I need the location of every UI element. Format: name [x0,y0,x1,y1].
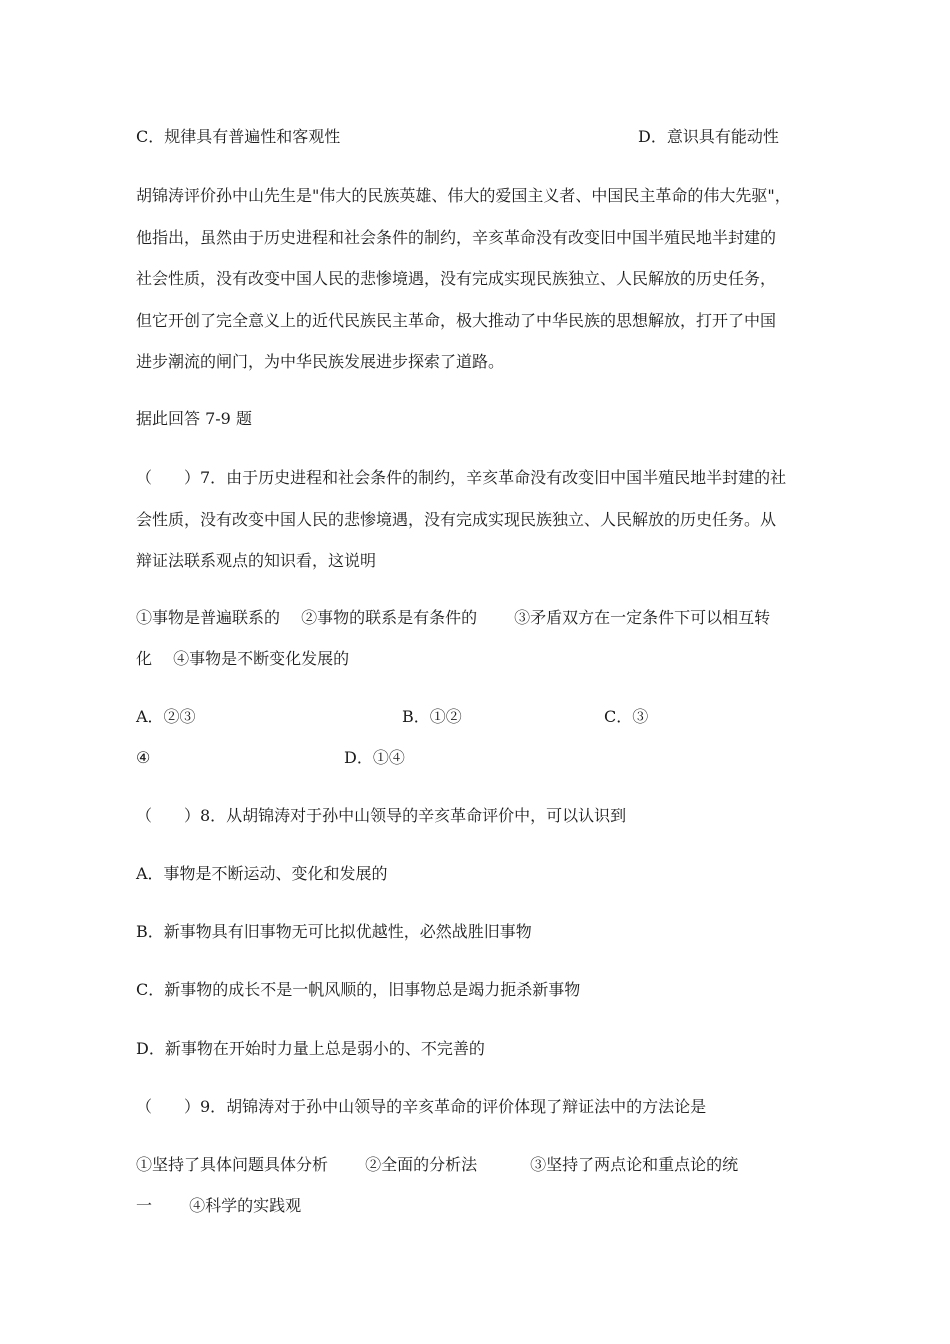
q7-option-b: B．①② [402,707,462,726]
q7-option-c-cont: ④ [136,748,151,767]
material-paragraph [136,175,826,383]
q9-items-line1: ①坚持了具体问题具体分析 ②全面的分析法 ③坚持了两点论和重点论的统 [136,1155,739,1174]
material-line: 但它开创了完全意义上的近代民族民主革命，极大推动了中华民族的思想解放，打开了中国 [136,310,777,330]
material-line: 他指出，虽然由于历史进程和社会条件的制约，辛亥革命没有改变旧中国半殖民地半封建的 [136,227,777,247]
option-d-prev: D．意识具有能动性 [638,127,779,146]
q8-option-b: B．新事物具有旧事物无可比拟优越性，必然战胜旧事物 [136,922,532,941]
q7-option-a: A．②③ [136,707,196,726]
q7-items-line1: ①事物是普遍联系的 ②事物的联系是有条件的 ③矛盾双方在一定条件下可以相互转 [136,608,771,627]
q8-option-c: C．新事物的成长不是一帆风顺的，旧事物总是竭力扼杀新事物 [136,980,581,999]
instruction-text: 据此回答 7-9 题 [136,409,252,428]
material-line: 进步潮流的闸门，为中华民族发展进步探索了道路。 [136,352,505,371]
q7-items-line2: 化 ④事物是不断变化发展的 [136,649,350,668]
q8-stem: （ ）8．从胡锦涛对于孙中山领导的辛亥革命评价中，可以认识到 [136,806,627,825]
q8-option-d: D．新事物在开始时力量上总是弱小的、不完善的 [136,1039,485,1058]
q9-items-line2: 一 ④科学的实践观 [136,1196,302,1215]
q7-stem-line: 辩证法联系观点的知识看，这说明 [136,551,377,570]
material-line: 社会性质，没有改变中国人民的悲惨境遇，没有完成实现民族独立、人民解放的历史任务， [136,269,777,288]
q7-option-c: C．③ [604,707,649,726]
material-line: 胡锦涛评价孙中山先生是"伟大的民族英雄、伟大的爱国主义者、中国民主革命的伟大先驱"， [136,186,791,205]
option-c-prev: C．规律具有普遍性和客观性 [136,127,341,146]
q9-stem: （ ）9．胡锦涛对于孙中山领导的辛亥革命的评价体现了辩证法中的方法论是 [136,1097,707,1116]
q7-stem-line: 会性质，没有改变中国人民的悲惨境遇，没有完成实现民族独立、人民解放的历史任务。从 [136,509,777,529]
q7-stem [136,457,826,582]
q7-stem-line: （ ）7．由于历史进程和社会条件的制约，辛亥革命没有改变旧中国半殖民地半封建的社 [136,468,787,487]
q7-option-d: D．①④ [344,748,405,767]
q8-option-a: A．事物是不断运动、变化和发展的 [136,864,388,883]
